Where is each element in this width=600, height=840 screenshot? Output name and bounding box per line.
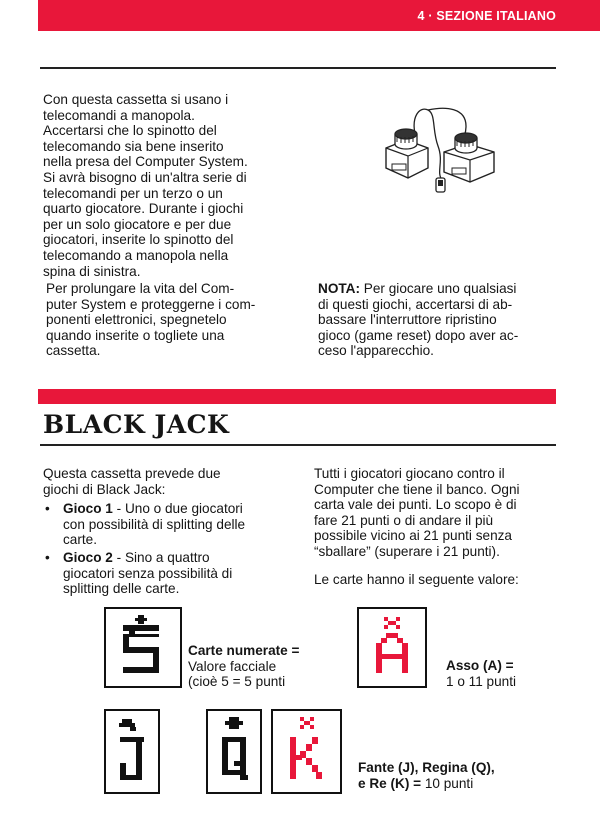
blackjack-rules — [314, 466, 564, 587]
text-span: Per giocare uno qualsiasi — [360, 281, 517, 296]
text-line: Accertarsi che lo spinotto del — [43, 123, 217, 139]
intro-paragraph — [43, 92, 293, 279]
card-queen-glyph — [208, 711, 260, 792]
card-jack-glyph — [106, 711, 158, 792]
text-span: - Sino a quattro — [112, 549, 210, 565]
text-span: 10 punti — [421, 775, 474, 791]
section-title: BLACK JACK — [43, 410, 230, 439]
list-item — [43, 501, 293, 548]
text-line: Computer che tiene il banco. Ogni — [314, 481, 520, 497]
text-line: quando inserite o togliete una — [46, 327, 225, 343]
text-line: possibile vicino ai 21 punti senza — [314, 528, 512, 544]
text-line: bassare l'interruttore ripristino — [318, 312, 497, 328]
text-line: telecomandi per un terzo o un — [43, 185, 223, 201]
text-line: nella presa del Computer System. — [43, 154, 248, 170]
card-jack — [104, 709, 160, 794]
text-line: giocatori, inserite lo spinotto del — [43, 232, 234, 248]
tip-paragraph — [46, 281, 296, 359]
text-line: carta vale dei punti. Lo scopo è di — [314, 497, 517, 513]
divider-rule — [40, 67, 556, 69]
section-header: 4 · SEZIONE ITALIANO — [417, 9, 556, 23]
text-line: Tutti i giocatori giocano contro il — [314, 466, 505, 481]
ace-label: Asso (A) = — [446, 658, 514, 673]
divider-rule — [40, 444, 556, 446]
nota-label: NOTA: — [318, 281, 361, 296]
text-line: Si avrà bisogno di un'altra serie di — [43, 169, 247, 185]
section-header-bar — [38, 0, 600, 31]
card-king — [271, 709, 342, 794]
text-line — [446, 658, 516, 674]
section-band — [38, 389, 556, 404]
text-line — [63, 501, 293, 517]
list-item — [43, 550, 293, 597]
text-line — [358, 776, 495, 792]
game-label: Gioco 2 — [63, 549, 113, 565]
text-line: Questa cassetta prevede due — [43, 466, 221, 481]
text-line: telecomando sia bene inserito — [43, 138, 224, 154]
card-ace — [357, 607, 427, 688]
text-line: Per prolungare la vita del Com- — [46, 281, 235, 296]
text-line: carte. — [63, 532, 97, 548]
ace-caption — [446, 658, 516, 689]
text-line: di questi giochi, accertarsi di ab- — [318, 296, 513, 312]
text-line: giocatori senza possibilità di — [63, 565, 233, 581]
text-line: Con questa cassetta si usano i — [43, 92, 229, 107]
card-numbered — [104, 607, 182, 688]
text-line: cassetta. — [46, 343, 101, 359]
text-line: (cioè 5 = 5 punti — [188, 674, 286, 690]
text-line: giochi di Black Jack: — [43, 481, 166, 497]
text-line: ponenti elettronici, spegnetelo — [46, 312, 227, 328]
card-ace-glyph — [359, 609, 425, 686]
text-line — [358, 760, 495, 776]
paddle-controllers-illustration — [376, 106, 508, 196]
text-line: telecomandi a manopola. — [43, 107, 195, 123]
text-line: Valore facciale — [188, 658, 277, 674]
nota-paragraph — [318, 281, 558, 359]
blackjack-intro — [43, 466, 293, 597]
numbered-label: Carte numerate = — [188, 643, 300, 658]
game-label: Gioco 1 — [63, 501, 113, 517]
card-five-glyph — [106, 609, 180, 686]
text-line: puter System e proteggerne i com- — [46, 296, 256, 312]
text-line: telecomando a manopola nella — [43, 247, 229, 263]
faces-caption — [358, 760, 495, 791]
text-span: - Uno o due giocatori — [112, 501, 243, 517]
card-king-glyph — [273, 711, 340, 792]
text-line: fare 21 punti o di andare il più — [314, 512, 494, 528]
text-line: con possibilità di splitting delle — [63, 516, 246, 532]
text-line: 1 o 11 punti — [446, 673, 517, 689]
text-line: Le carte hanno il seguente valore: — [314, 571, 519, 587]
text-line: quarto giocatore. Durante i giochi — [43, 201, 244, 217]
text-line: “sballare” (superare i 21 punti). — [314, 543, 500, 559]
text-line — [318, 281, 558, 297]
numbered-caption — [188, 643, 299, 690]
card-queen — [206, 709, 262, 794]
text-line — [188, 643, 299, 659]
text-line: gioco (game reset) dopo aver ac- — [318, 327, 519, 343]
faces-label: Fante (J), Regina (Q), — [358, 760, 495, 775]
text-line: ceso l'apparecchio. — [318, 343, 434, 359]
faces-label: e Re (K) = — [358, 775, 422, 791]
text-line: splitting delle carte. — [63, 581, 180, 597]
bullet: • — [45, 549, 50, 565]
text-line — [63, 550, 293, 566]
text-line: spina di sinistra. — [43, 263, 141, 279]
bullet: • — [45, 501, 50, 517]
text-line: per un solo giocatore e per due — [43, 216, 232, 232]
